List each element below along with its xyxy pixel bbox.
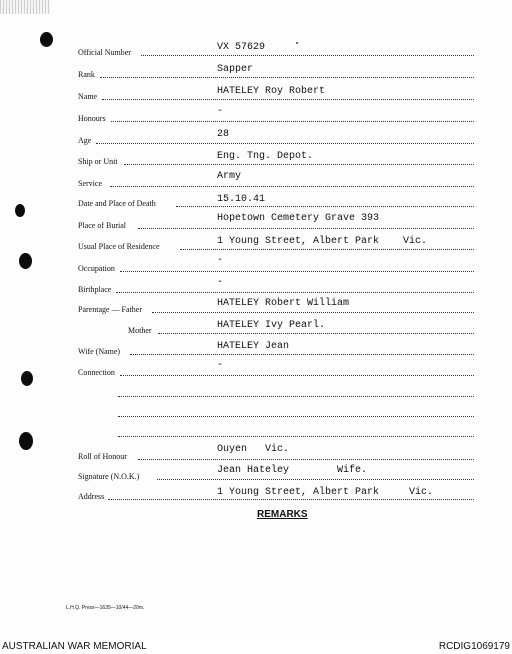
residence-value: 1 Young Street, Albert Park Vic. (217, 236, 428, 247)
name-label: Name (78, 92, 98, 101)
signature-value: Jean Hateley Wife. (217, 465, 368, 476)
address-value: 1 Young Street, Albert Park Vic. (217, 487, 434, 498)
punch-hole (40, 32, 53, 47)
punch-hole (21, 371, 33, 386)
age-label: Age (78, 136, 92, 145)
archive-footer (0, 640, 512, 654)
birthplace-label: Birthplace (78, 285, 112, 294)
punch-hole (19, 253, 32, 269)
roll-of-honour-value: Ouyen Vic. (217, 444, 290, 455)
mother-label: Mother (128, 326, 152, 335)
birthplace-value: - (217, 277, 224, 288)
connection-value: - (217, 360, 224, 371)
field-rule (110, 186, 474, 187)
service-label: Service (78, 179, 102, 188)
field-rule (100, 77, 474, 78)
punch-hole (15, 204, 25, 217)
rank-label: Rank (78, 70, 95, 79)
field-rule (116, 292, 474, 293)
field-rule (141, 55, 474, 56)
service-value: Army (217, 171, 242, 182)
mother-value: HATELEY Ivy Pearl. (217, 320, 326, 331)
footer-institution: AUSTRALIAN WAR MEMORIAL (2, 641, 147, 652)
death-value: 15.10.41 (217, 194, 266, 205)
field-rule (152, 312, 474, 313)
occupation-value: - (217, 255, 224, 266)
honours-label: Honours (78, 114, 106, 123)
field-rule (158, 333, 474, 334)
official-number-label: Official Number (78, 48, 131, 57)
field-rule (108, 499, 474, 500)
punch-hole (19, 432, 33, 450)
scan-edge-mark (0, 0, 50, 14)
father-label: Parentage — Father (78, 305, 142, 314)
burial-label: Place of Burial (78, 221, 126, 230)
footer-record-id: RCDIG1069179 (438, 641, 510, 652)
rank-value: Sapper (217, 64, 254, 75)
father-value: HATELEY Robert William (217, 298, 350, 309)
field-rule (96, 143, 474, 144)
occupation-label: Occupation (78, 264, 115, 273)
field-rule (111, 121, 474, 122)
field-rule (130, 354, 474, 355)
blank-rule (118, 396, 474, 397)
field-rule (120, 375, 474, 376)
remarks-heading: REMARKS (257, 509, 308, 520)
field-rule (120, 271, 474, 272)
ink-speck (296, 42, 298, 44)
blank-rule (118, 436, 474, 437)
printer-imprint: L.H.Q. Press—1635—10/44—20m. (66, 605, 145, 611)
field-rule (124, 164, 474, 165)
connection-label: Connection (78, 368, 115, 377)
official-number-value: VX 57629 (217, 42, 266, 53)
field-rule (102, 99, 474, 100)
field-rule (157, 479, 474, 480)
field-rule (176, 206, 474, 207)
blank-rule (118, 416, 474, 417)
residence-label: Usual Place of Residence (78, 242, 160, 251)
death-label: Date and Place of Death (78, 199, 156, 208)
field-rule (180, 249, 474, 250)
ship-unit-value: Eng. Tng. Depot. (217, 151, 314, 162)
field-rule (138, 228, 474, 229)
address-label: Address (78, 492, 105, 501)
age-value: 28 (217, 129, 230, 140)
wife-value: HATELEY Jean (217, 341, 290, 352)
wife-label: Wife (Name) (78, 347, 121, 356)
roll-of-honour-label: Roll of Honour (78, 452, 127, 461)
field-rule (138, 459, 474, 460)
ship-unit-label: Ship or Unit (78, 157, 118, 166)
honours-value: - (217, 106, 224, 117)
burial-value: Hopetown Cemetery Grave 393 (217, 213, 380, 224)
signature-label: Signature (N.O.K.) (78, 472, 140, 481)
name-value: HATELEY Roy Robert (217, 86, 326, 97)
